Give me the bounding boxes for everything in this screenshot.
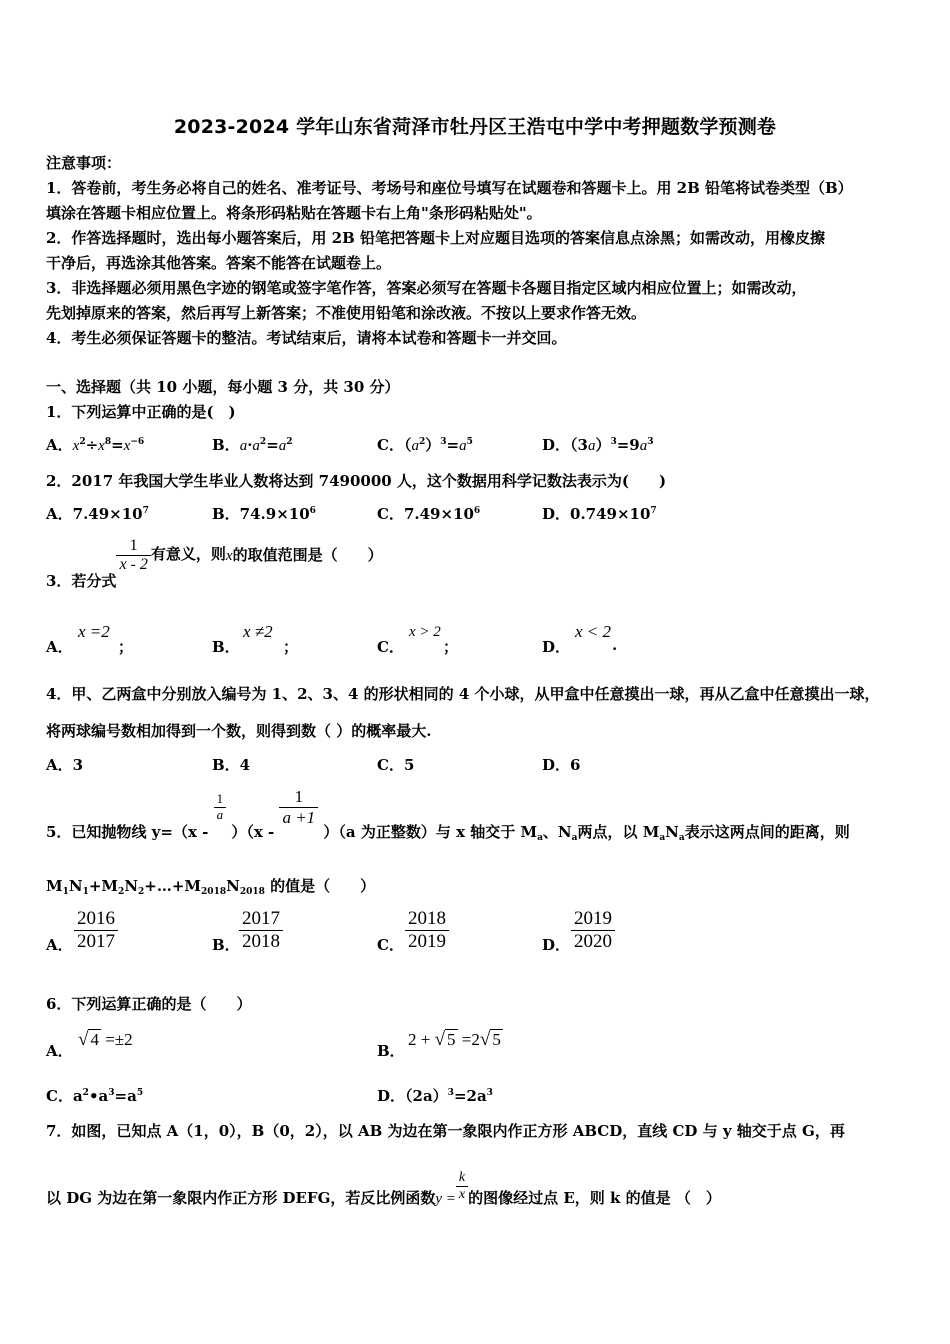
q3-option-c-tail: ； [443,638,459,656]
q6-option-a-expr: √ 4 =±2 [78,1029,133,1050]
q5-option-a-frac: $\frac{2016}{2017}$ [74,908,118,953]
notice-line: 1．答卷前，考生务必将自己的姓名、准考证号、考场号和座位号填写在试题卷和答题卡上。用 2B 铅笔将试卷类型（B） [46,179,853,197]
q2-option-d: D．$0.749\times 10^7$ [542,505,657,523]
page-title: 2023-2024 学年山东省菏泽市牡丹区王浩屯中学中考押题数学预测卷 [173,116,777,138]
question-3-stem: 3．若分式 $\frac{1}{x - 2}$ 有意义，则x的取值范围是（ ） [46,537,383,590]
q3-option-a-expr: x =2 [78,622,110,641]
q3-option-b: B． [212,638,240,656]
question-2-stem: 2．2017 年我国大学生毕业人数将达到 7490000 人，这个数据用科学记数法表示为( ) [46,472,667,490]
q5-option-b: B． [212,936,240,954]
q3-option-d-tail: . [612,636,618,654]
question-1-stem: 1．下列运算中正确的是( ) [46,403,236,421]
q2-option-c: C．$7.49\times 10^6$ [377,505,481,523]
notice-line: 2．作答选择题时，选出每小题答案后，用 2B 铅笔把答题卡上对应题目选项的答案信息点涂黑；如需改动，用橡皮擦 [46,229,826,247]
q5-option-c-frac: $\frac{2018}{2019}$ [405,908,449,953]
notice-line: 填涂在答题卡相应位置上。将条形码粘贴在答题卡右上角"条形码粘贴处"。 [46,204,542,222]
q6-option-d: D．$(2a)^3=2a^3$ [377,1087,493,1105]
question-7-stem: 7．如图，已知点 A（1，0），B（0，2），以 AB 为边在第一象限内作正方形 ABCD，直线 CD 与 y 轴交于点 G，再 [46,1122,845,1140]
q4-option-b: B．4 [212,756,251,774]
question-4-stem: 4．甲、乙两盒中分别放入编号为 1、2、3、4 的形状相同的 4 个小球，从甲盒中任意摸出一球，再从乙盒中任意摸出一球， [46,685,880,703]
q5-option-d-frac: $\frac{2019}{2020}$ [571,908,615,953]
q3-option-c: C． [377,638,404,656]
q3-option-c-expr: x > 2 [409,624,441,640]
notice-line: 先划掉原来的答案，然后再写上新答案；不准使用铅笔和涂改液。不按以上要求作答无效。 [46,304,647,322]
q6-option-a: A． [46,1042,73,1060]
question-5-stem: 5．已知抛物线 y=（x - $\frac{1}{a}$ ）（x - $\frac{1}{a +1}$ ）（a 为正整数）与 x 轴交于 $M_a$、$N_a$两点，以 $M_aN_a$表示这两点间的距离，则 [46,787,850,844]
q5-option-d: D． [542,936,571,954]
q4-option-a: A．3 [46,756,84,774]
notice-line: 干净后，再选涂其他答案。答案不能答在试题卷上。 [46,254,392,272]
notice-line: 3．非选择题必须用黑色字迹的钢笔或签字笔作答，答案必须写在答题卡各题目指定区域内相应位置上；如需改动， [46,279,807,297]
notice-heading: 注意事项： [46,154,122,172]
q5-option-c: C． [377,936,404,954]
q2-option-a: A．$7.49\times 10^7$ [46,505,149,523]
q2-option-b: B．$74.9\times 10^6$ [212,505,316,523]
section-heading: 一、选择题（共 10 小题，每小题 3 分，共 30 分） [46,378,400,396]
question-5-stem-cont: $M_1N_1+M_2N_2+\dots+M_{2018}N_{2018}$ 的值是（ ） [46,877,376,897]
question-6-stem: 6．下列运算正确的是（ ） [46,995,252,1013]
q1-option-a: A．$x^2\div x^8=x^{-6}$ [46,436,145,454]
q3-option-a: A． [46,638,73,656]
q5-option-a: A． [46,936,73,954]
q3-option-b-tail: ； [283,638,299,656]
q3-option-d-expr: x < 2 [575,622,612,641]
q5-option-b-frac: $\frac{2017}{2018}$ [239,908,283,953]
q1-option-c: C．$(a^2)^3=a^5$ [377,436,473,454]
q1-option-b: B．$a\cdot a^2=a^2$ [212,436,293,454]
q6-option-b: B． [377,1042,405,1060]
question-7-stem-cont: 以 DG 为边在第一象限内作正方形 DEFG，若反比例函数y = $\frac{k}{x}$ 的图像经过点 E，则 k 的值是 （ ） [46,1170,721,1207]
q3-option-a-tail: ； [118,638,134,656]
q1-option-d: D．$(3a)^3=9a^3$ [542,436,654,454]
q3-option-d: D． [542,638,571,656]
q4-option-c: C．5 [377,756,415,774]
question-4-stem-cont: 将两球编号数相加得到一个数，则得到数（ ）的概率最大. [46,722,432,740]
notice-line: 4．考生必须保证答题卡的整洁。考试结束后，请将本试卷和答题卡一并交回。 [46,329,567,347]
q3-option-b-expr: x ≠2 [243,622,273,641]
q4-option-d: D．6 [542,756,581,774]
q6-option-b-expr: 2 + √ 5 =2√ 5 [408,1029,501,1050]
q6-option-c: C．$a^2•a^3=a^5$ [46,1087,144,1105]
